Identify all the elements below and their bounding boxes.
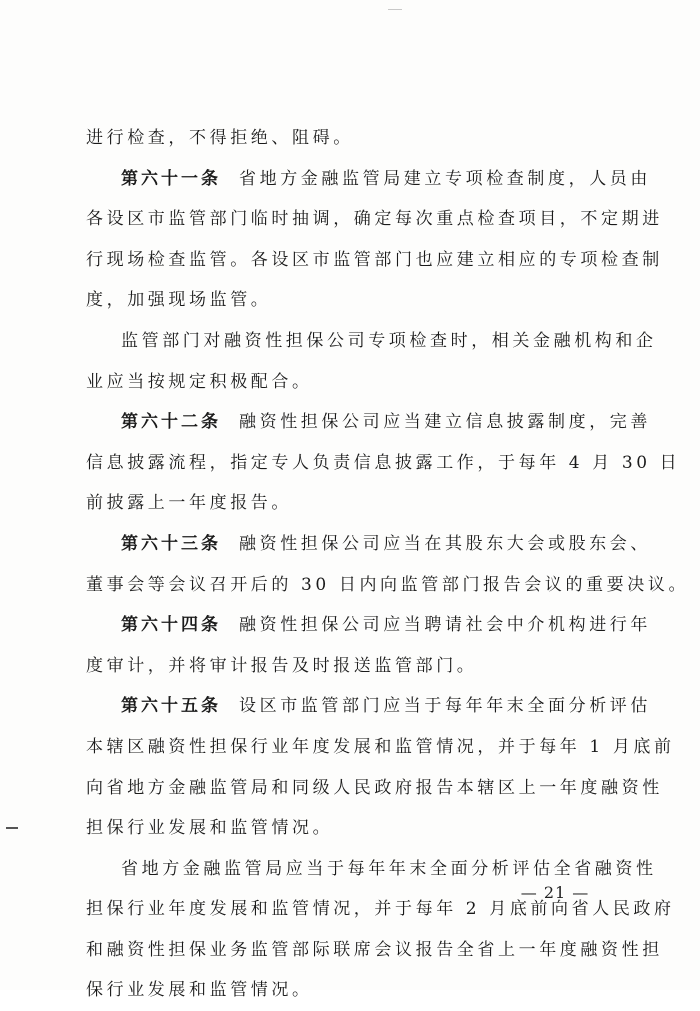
article-number: 第六十五条 [121, 696, 221, 717]
text-line: 担保行业发展和监管情况。 [86, 818, 334, 839]
scan-mark [6, 827, 18, 829]
text-line: 担保行业年度发展和监管情况，并于每年 2 月底前向省人民政府 [86, 899, 675, 920]
text-line: 本辖区融资性担保行业年度发展和监管情况，并于每年 1 月底前 [86, 736, 675, 757]
paragraph-start-line: 监管部门对融资性担保公司专项检查时，相关金融机构和企 [121, 330, 657, 351]
article-65-heading-line: 第六十五条 设区市监管部门应当于每年年末全面分析评估 [121, 696, 651, 717]
article-number: 第六十四条 [121, 615, 221, 636]
text-line: 各设区市监管部门临时抽调，确定每次重点检查项目，不定期进 [86, 209, 663, 230]
article-number: 第六十三条 [121, 533, 221, 554]
document-body [86, 118, 690, 1011]
article-61-heading-line: 第六十一条 省地方金融监管局建立专项检查制度，人员由 [121, 168, 651, 189]
article-number: 第六十二条 [121, 412, 221, 433]
text-line: 行现场检查监管。各设区市监管部门也应建立相应的专项检查制 [86, 249, 663, 270]
page-number: — 21 — [520, 883, 590, 902]
text-line: 进行检查，不得拒绝、阻碍。 [86, 128, 354, 148]
text-line: 度审计，并将审计报告及时报送监管部门。 [86, 655, 478, 676]
text-line: 业应当按规定积极配合。 [86, 371, 313, 392]
text-line: 信息披露流程，指定专人负责信息披露工作，于每年 4 月 30 日 [86, 452, 681, 473]
article-number: 第六十一条 [121, 168, 221, 189]
article-64-heading-line: 第六十四条 融资性担保公司应当聘请社会中介机构进行年 [121, 615, 651, 636]
text-line: 向省地方金融监管局和同级人民政府报告本辖区上一年度融资性 [86, 777, 663, 798]
text-line: 度，加强现场监管。 [86, 290, 272, 311]
text-line: 保行业发展和监管情况。 [86, 980, 313, 1001]
text-line: 前披露上一年度报告。 [86, 493, 292, 514]
paragraph-start-line: 省地方金融监管局应当于每年年末全面分析评估全省融资性 [121, 858, 657, 879]
scan-mark [388, 9, 402, 10]
text-line: 和融资性担保业务监管部际联席会议报告全省上一年度融资性担 [86, 939, 663, 960]
article-62-heading-line: 第六十二条 融资性担保公司应当建立信息披露制度，完善 [121, 412, 651, 433]
article-63-heading-line: 第六十三条 融资性担保公司应当在其股东大会或股东会、 [121, 533, 651, 554]
text-line: 董事会等会议召开后的 30 日内向监管部门报告会议的重要决议。 [86, 574, 690, 595]
